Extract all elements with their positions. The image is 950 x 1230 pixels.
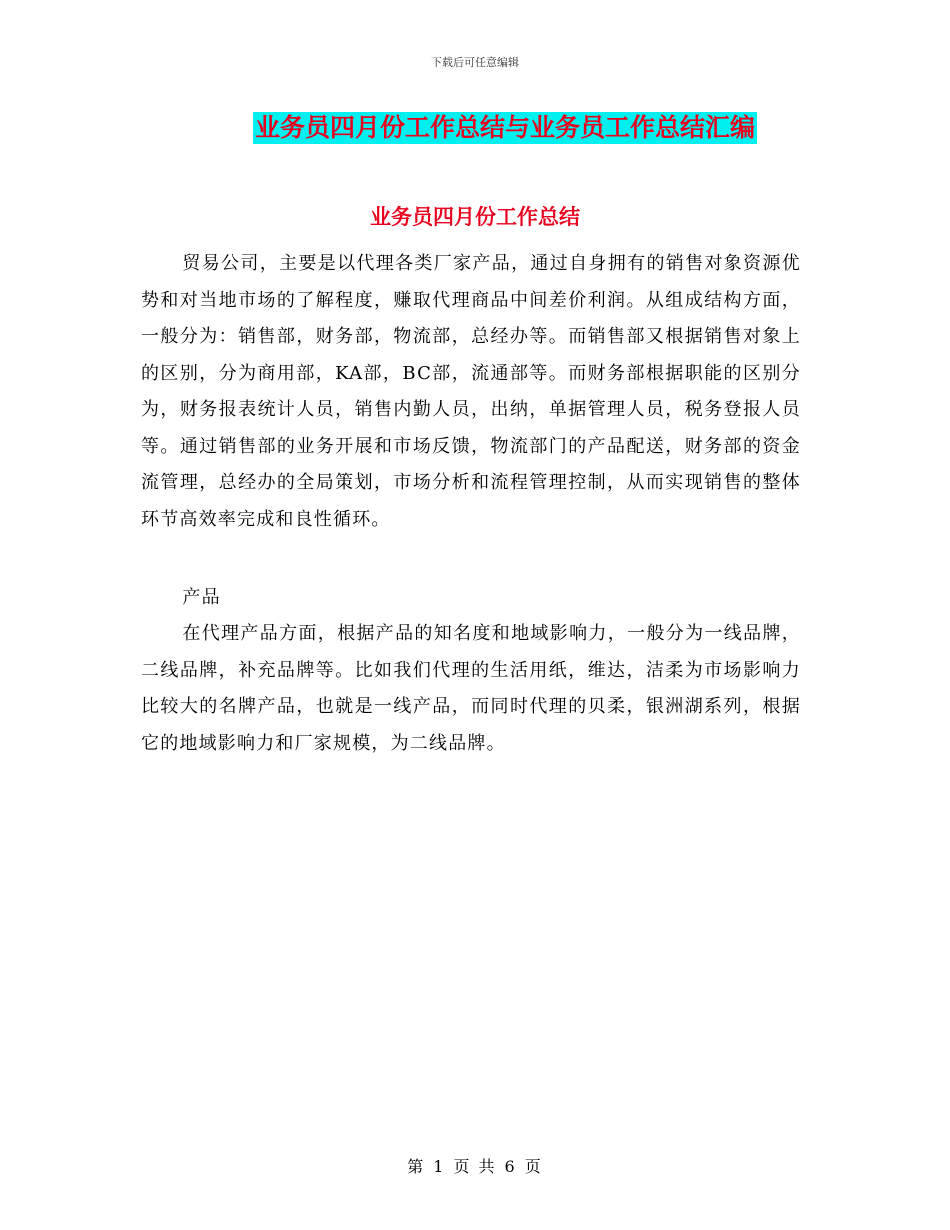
footer-prefix: 第 [407,1157,426,1176]
document-title-text: 业务员四月份工作总结与业务员工作总结汇编 [254,113,755,142]
paragraph-text: 产品 [182,587,221,608]
body-paragraph-intro [141,246,801,538]
body-paragraph-product [141,616,801,762]
footer-suffix: 页 [524,1157,543,1176]
header-note: 下载后可任意编辑 [431,56,519,69]
footer-middle: 页 共 [453,1157,497,1176]
page-footer [0,1154,950,1177]
paragraph-text: 在代理产品方面，根据产品的知名度和地域影响力，一般分为一线品牌，二线品牌，补充品牌等。比如我们代理的生活用纸，维达，洁柔为市场影响力比较大的名牌产品，也就是一线产品，而同时代理的贝柔，银洲湖系列，根据它的地域影响力和厂家规模，为二线品牌。 [141,623,801,754]
section-title: 业务员四月份工作总结 [370,205,580,229]
paragraph-text: 贸易公司，主要是以代理各类厂家产品，通过自身拥有的销售对象资源优势和对当地市场的了解程度，赚取代理商品中间差价利润。从组成结构方面，一般分为：销售部，财务部，物流部，总经办等。而销售部又根据销售对象上的区别，分为商用部，KA部，BC部，流通部等。而财务部根据职能的区别分为，财务报表统计人员，销售内勤人员，出纳，单据管理人员，税务登报人员等。通过销售部的业务开展和市场反馈，物流部门的产品配送，财务部的资金流管理，总经办的全局策划，市场分析和流程管理控制，从而实现销售的整体环节高效率完成和良性循环。 [141,253,801,530]
document-title [0,112,950,144]
footer-current-page: 1 [433,1157,446,1176]
body-paragraph-heading-product [141,580,801,617]
footer-total-pages: 6 [504,1157,517,1176]
